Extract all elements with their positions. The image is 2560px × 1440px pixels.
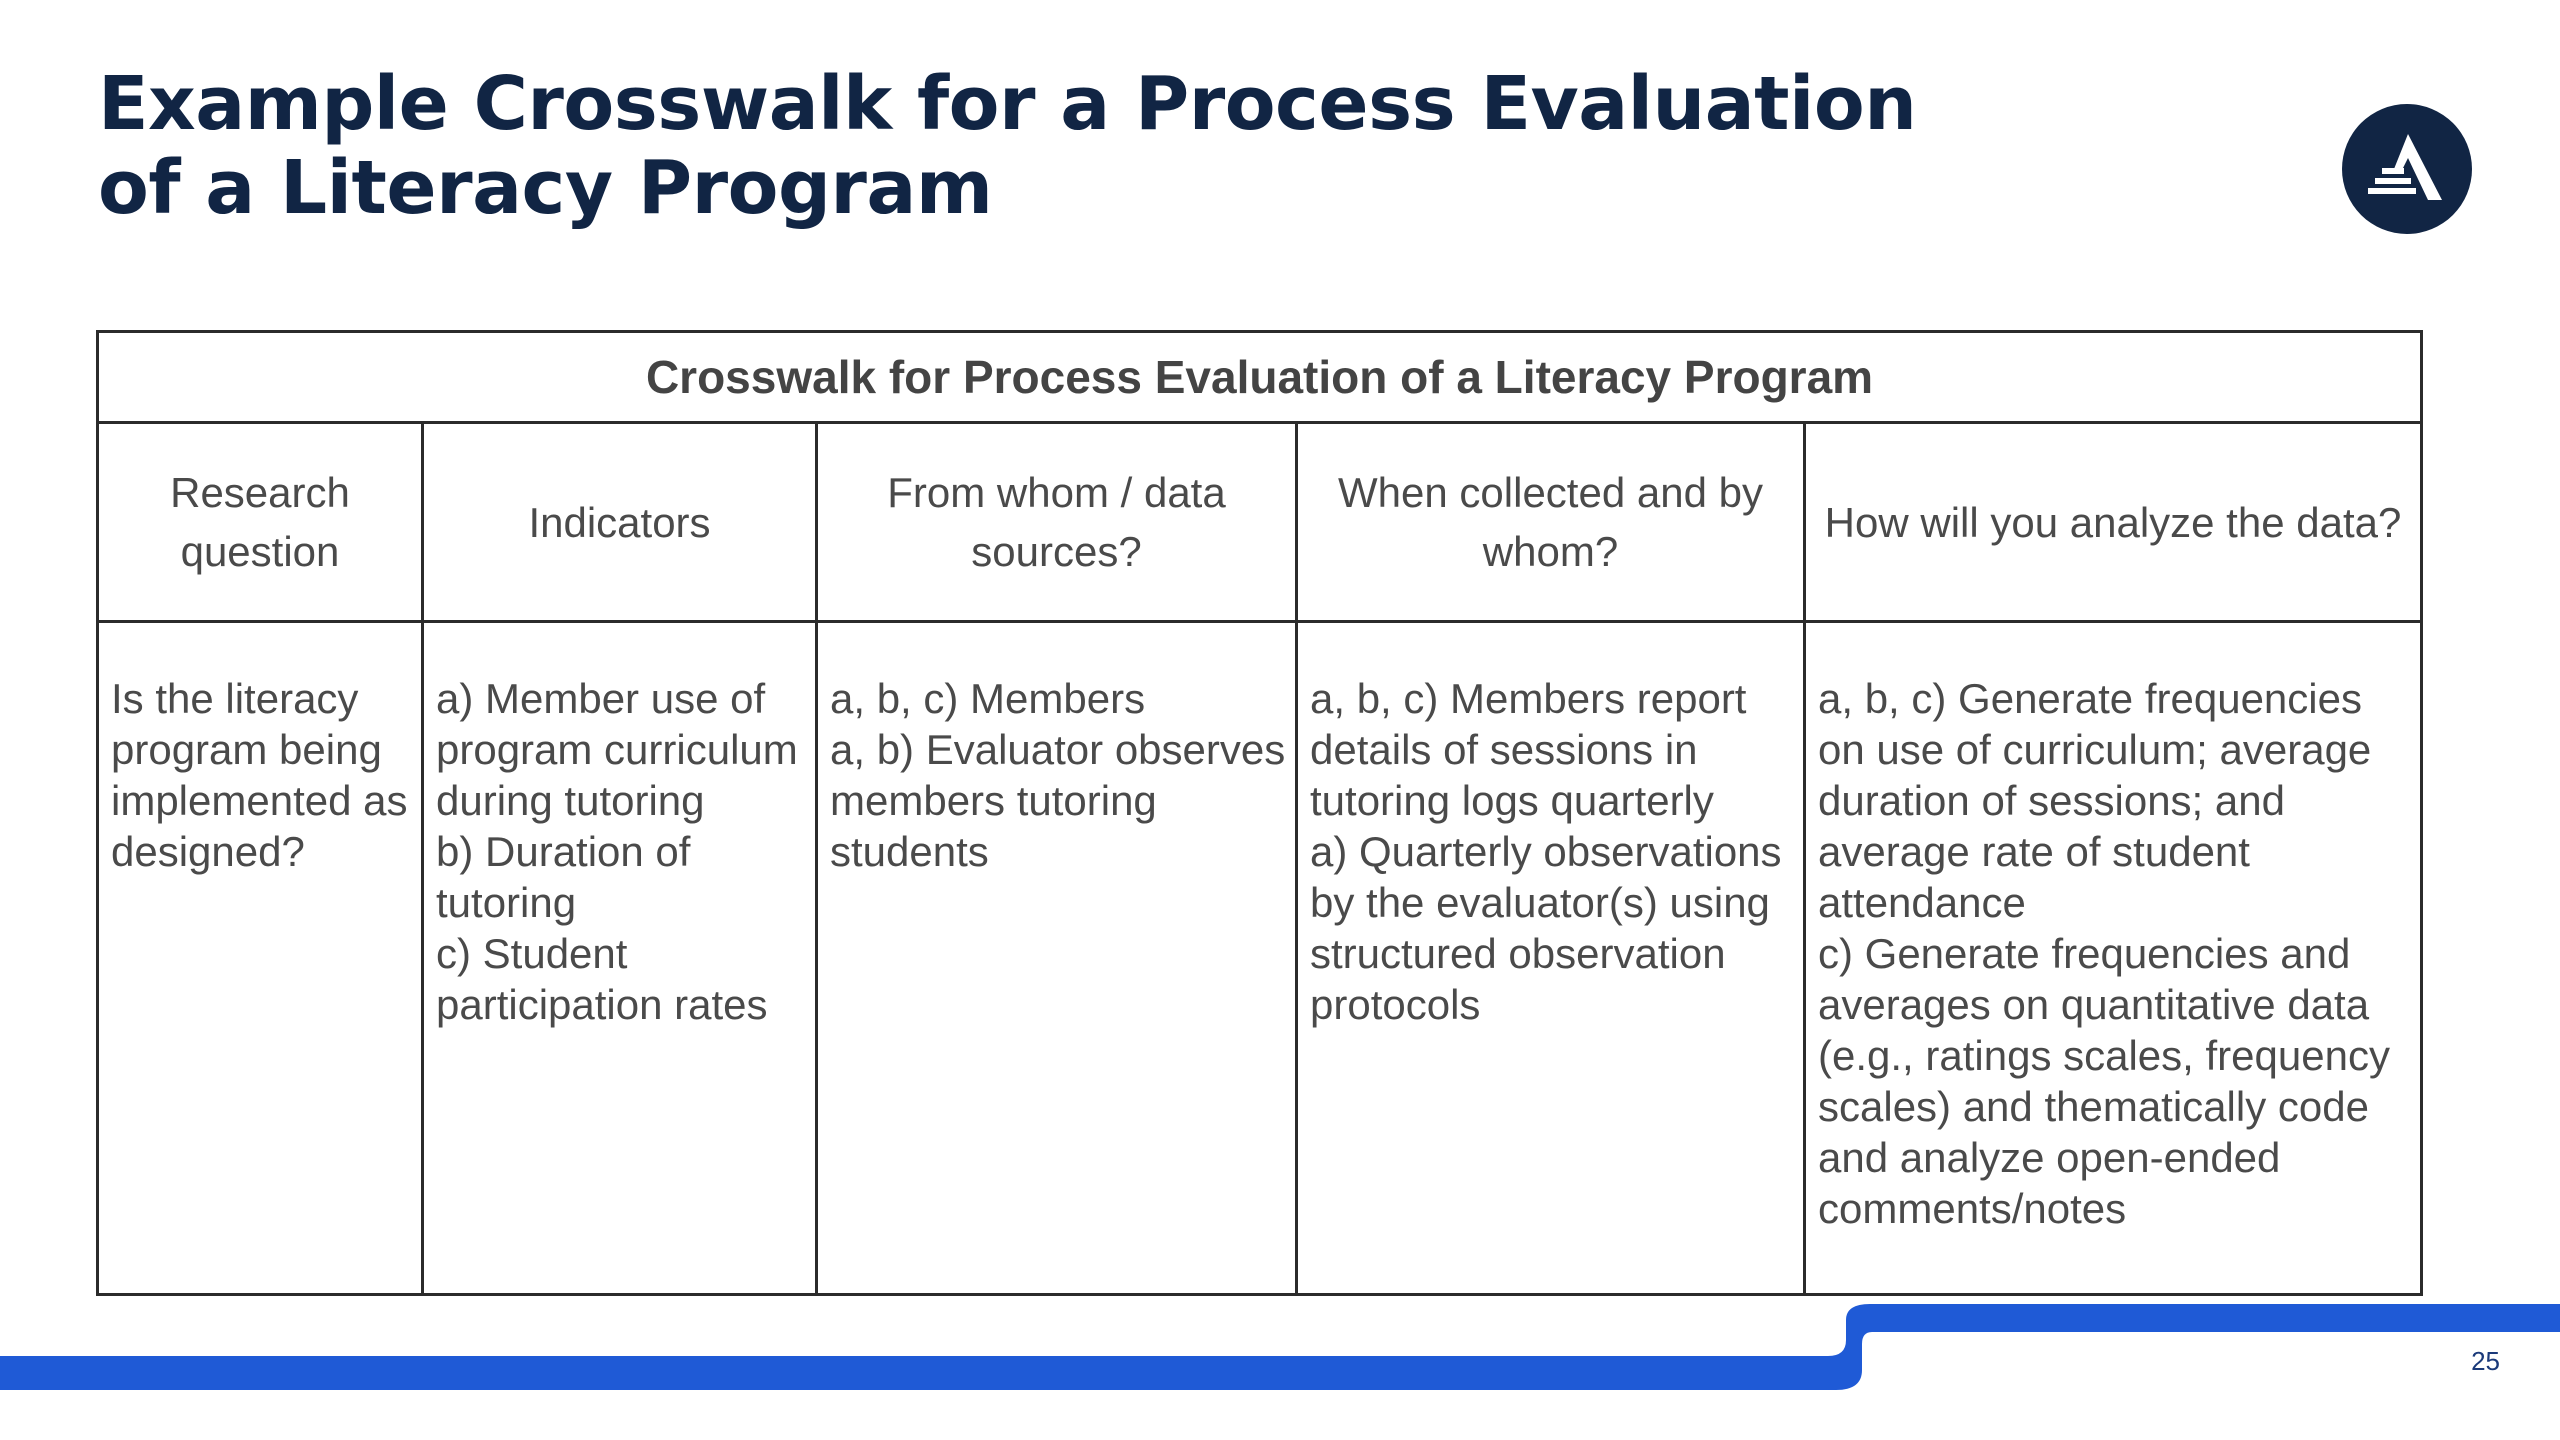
header-data-sources: From whom / data sources?	[817, 423, 1297, 622]
table-row	[98, 622, 2422, 1295]
americorps-logo-icon	[2342, 104, 2472, 234]
data-source-item: a, b, c) Members	[830, 675, 1146, 722]
crosswalk-table	[96, 330, 2423, 1296]
data-source-item: a, b) Evaluator observes members tutoring students	[830, 726, 1286, 875]
analysis-item: a, b, c) Generate frequencies on use of curriculum; average duration of sessions; and average rate of student attendance	[1818, 675, 2372, 926]
slide-title: Example Crosswalk for a Process Evaluation of a Literacy Program	[98, 61, 1917, 231]
header-indicators: Indicators	[423, 423, 817, 622]
header-when-collected: When collected and by whom?	[1297, 423, 1805, 622]
cell-research-question	[98, 622, 423, 1295]
header-research-question: Research question	[98, 423, 423, 622]
indicator-item: c) Student participation rates	[436, 930, 768, 1028]
cell-indicators	[423, 622, 817, 1295]
header-analysis: How will you analyze the data?	[1805, 423, 2422, 622]
research-question-text: Is the literacy program being implemented as designed?	[111, 675, 408, 875]
collection-item: a) Quarterly observations by the evaluator(s) using structured observation protocols	[1310, 828, 1782, 1028]
footer-accent-bar	[0, 1300, 2560, 1400]
collection-item: a, b, c) Members report details of sessions in tutoring logs quarterly	[1310, 675, 1747, 824]
indicator-item: a) Member use of program curriculum during tutoring	[436, 675, 798, 824]
page-number: 25	[2471, 1346, 2500, 1376]
cell-data-sources	[817, 622, 1297, 1295]
analysis-item: c) Generate frequencies and averages on quantitative data (e.g., ratings scales, frequency scales) and thematically code and analyze open-ended comments/notes	[1818, 930, 2390, 1232]
cell-analysis	[1805, 622, 2422, 1295]
table-caption: Crosswalk for Process Evaluation of a Literacy Program	[98, 332, 2422, 423]
cell-when-collected	[1297, 622, 1805, 1295]
table-caption-row	[98, 332, 2422, 423]
indicator-item: b) Duration of tutoring	[436, 828, 691, 926]
table-header-row	[98, 423, 2422, 622]
